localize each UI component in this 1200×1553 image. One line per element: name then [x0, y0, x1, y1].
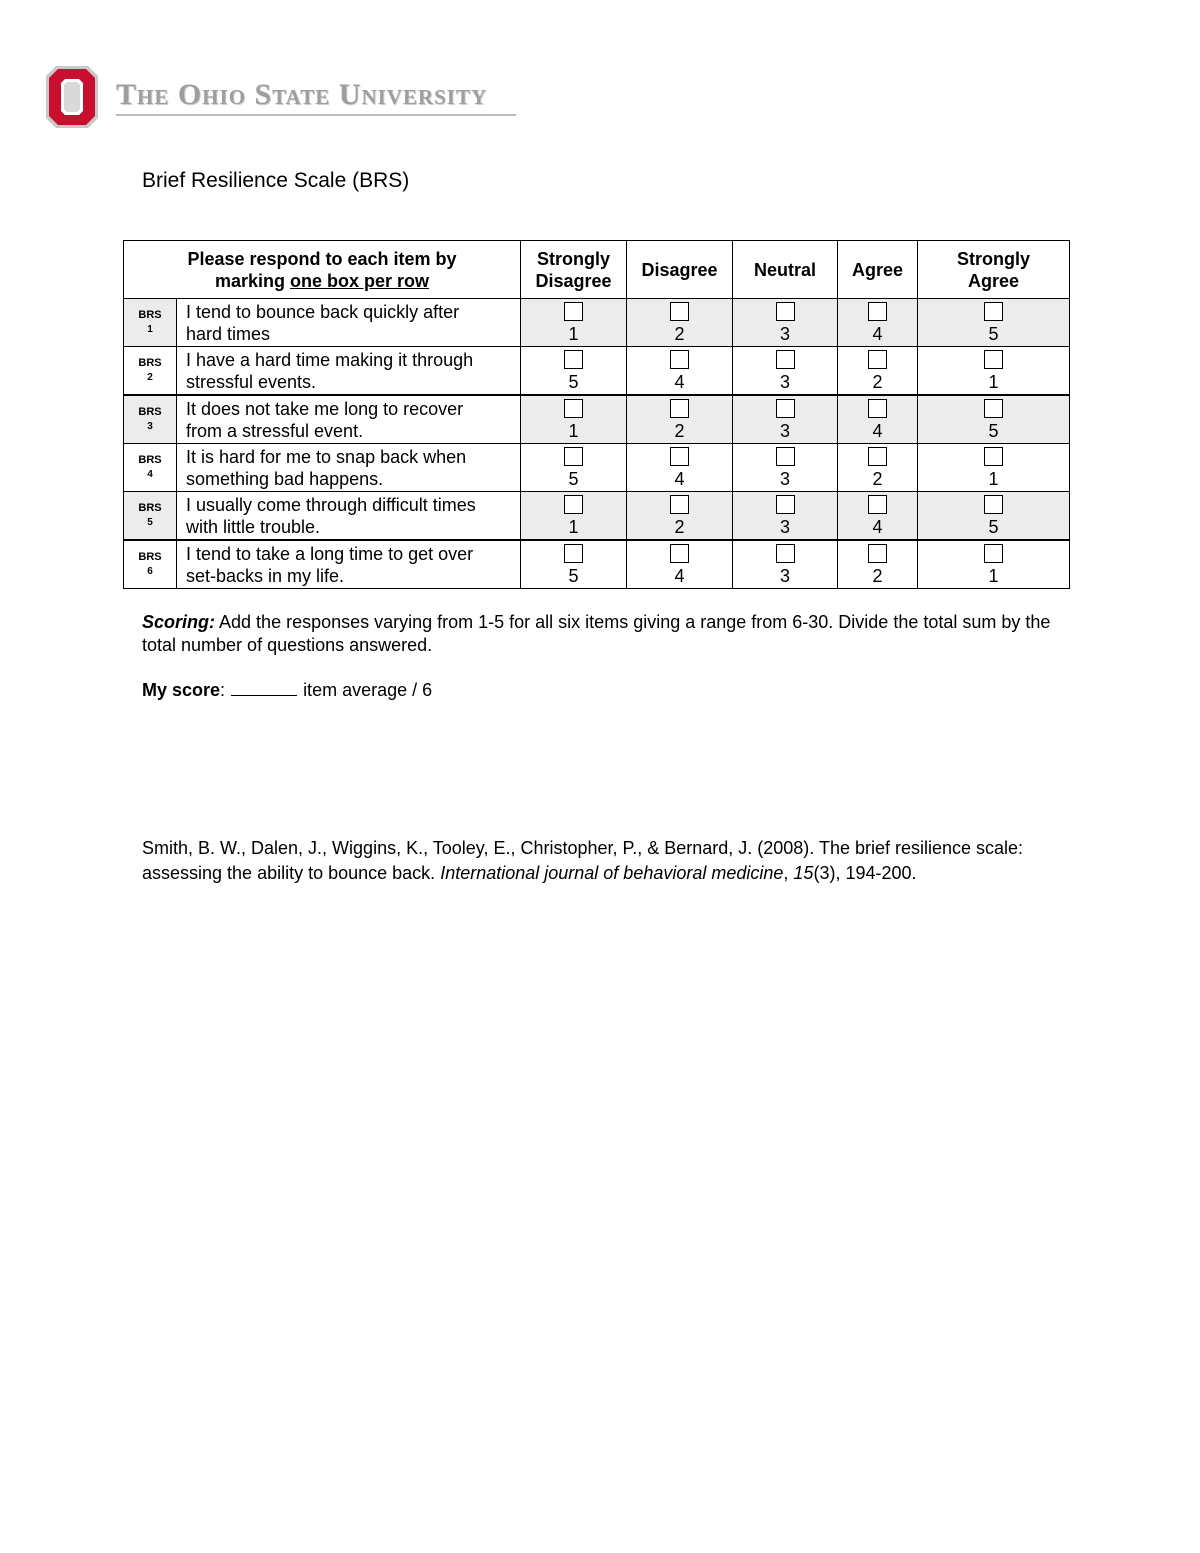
item-id-number: 4 — [147, 469, 153, 480]
response-checkbox[interactable] — [564, 302, 583, 321]
item-text-line: hard times — [186, 323, 271, 344]
response-checkbox[interactable] — [776, 447, 795, 466]
my-score-suffix: item average / 6 — [303, 680, 433, 700]
item-id-label: BRS — [138, 454, 162, 466]
page-title: Brief Resilience Scale (BRS) — [142, 169, 410, 192]
item-statement — [177, 347, 521, 396]
response-value: 4 — [674, 469, 685, 489]
response-cell — [627, 540, 733, 589]
response-checkbox[interactable] — [984, 350, 1003, 369]
response-cell — [918, 347, 1070, 396]
instruction-underlined: one box per row — [290, 270, 430, 291]
item-id-label: BRS — [138, 551, 162, 563]
response-cell — [733, 395, 838, 444]
response-checkbox[interactable] — [670, 495, 689, 514]
response-cell — [918, 492, 1070, 541]
table-row — [124, 540, 1070, 589]
response-value: 2 — [872, 469, 883, 489]
column-header-agree — [838, 241, 918, 299]
item-id-number: 3 — [147, 421, 153, 432]
column-header-strongly-disagree — [521, 241, 627, 299]
response-cell — [521, 347, 627, 396]
response-cell — [838, 395, 918, 444]
response-checkbox[interactable] — [776, 399, 795, 418]
scoring-text: Add the responses varying from 1-5 for all six items giving a range from 6-30. Divide the total sum by the total number of questions answered. — [142, 612, 1051, 655]
table-row — [124, 492, 1070, 541]
column-header-strongly-agree — [918, 241, 1070, 299]
item-statement — [177, 444, 521, 492]
item-text-line: something bad happens. — [186, 468, 384, 489]
item-text-line: I tend to bounce back quickly after — [186, 301, 460, 322]
response-checkbox[interactable] — [984, 495, 1003, 514]
response-checkbox[interactable] — [564, 495, 583, 514]
item-id-number: 1 — [147, 324, 153, 335]
response-checkbox[interactable] — [564, 399, 583, 418]
table-row — [124, 395, 1070, 444]
reference-citation — [142, 836, 1072, 886]
response-value: 5 — [568, 372, 579, 392]
response-checkbox[interactable] — [868, 350, 887, 369]
table-row — [124, 444, 1070, 492]
response-checkbox[interactable] — [868, 495, 887, 514]
my-score-blank-field[interactable] — [231, 679, 297, 696]
response-cell — [627, 492, 733, 541]
response-value: 5 — [988, 324, 999, 344]
instruction-line-1: Please respond to each item by — [187, 248, 457, 269]
my-score-colon: : — [220, 680, 226, 700]
brs-questionnaire-table — [123, 240, 1070, 589]
response-value: 3 — [780, 469, 791, 489]
response-checkbox[interactable] — [564, 350, 583, 369]
response-cell — [838, 492, 918, 541]
column-header-text: Disagree — [641, 259, 718, 280]
item-id — [124, 540, 177, 589]
response-checkbox[interactable] — [776, 350, 795, 369]
item-id-number: 5 — [147, 517, 153, 528]
university-name: The Ohio State University — [116, 78, 488, 111]
response-value: 3 — [780, 421, 791, 441]
response-value: 5 — [988, 517, 999, 537]
response-cell — [627, 299, 733, 347]
response-value: 4 — [872, 324, 883, 344]
citation-volume: 15 — [793, 863, 814, 883]
response-value: 1 — [568, 517, 579, 537]
response-cell — [627, 347, 733, 396]
response-value: 1 — [568, 324, 579, 344]
response-cell — [838, 347, 918, 396]
response-cell — [838, 540, 918, 589]
response-value: 1 — [988, 566, 999, 586]
column-header-text: Strongly — [957, 248, 1031, 269]
response-cell — [733, 347, 838, 396]
citation-issue-pages: (3), 194-200. — [813, 863, 917, 883]
item-statement — [177, 299, 521, 347]
response-value: 5 — [568, 469, 579, 489]
response-cell — [627, 444, 733, 492]
response-checkbox[interactable] — [670, 350, 689, 369]
response-cell — [733, 299, 838, 347]
response-value: 4 — [674, 372, 685, 392]
response-value: 3 — [780, 566, 791, 586]
table-header-row — [124, 241, 1070, 299]
response-checkbox[interactable] — [776, 302, 795, 321]
column-header-text: Agree — [852, 259, 904, 280]
item-statement — [177, 395, 521, 444]
response-checkbox[interactable] — [868, 302, 887, 321]
response-value: 2 — [674, 517, 685, 537]
item-text-line: It is hard for me to snap back when — [186, 446, 467, 467]
column-header-neutral — [733, 241, 838, 299]
my-score-line — [142, 679, 432, 701]
response-checkbox[interactable] — [984, 399, 1003, 418]
item-id — [124, 444, 177, 492]
response-cell — [918, 540, 1070, 589]
response-checkbox[interactable] — [984, 302, 1003, 321]
response-value: 1 — [568, 421, 579, 441]
item-id-label: BRS — [138, 502, 162, 514]
item-text-line: I have a hard time making it through — [186, 349, 474, 370]
item-text-line: It does not take me long to recover — [186, 398, 464, 419]
item-id — [124, 395, 177, 444]
response-cell — [521, 492, 627, 541]
citation-journal: International journal of behavioral medicine — [440, 863, 784, 883]
response-checkbox[interactable] — [868, 399, 887, 418]
response-value: 3 — [780, 517, 791, 537]
response-cell — [521, 444, 627, 492]
response-cell — [521, 395, 627, 444]
response-checkbox[interactable] — [564, 447, 583, 466]
response-checkbox[interactable] — [868, 447, 887, 466]
item-id-label: BRS — [138, 309, 162, 321]
response-value: 1 — [988, 372, 999, 392]
item-text-line: with little trouble. — [186, 516, 321, 537]
response-checkbox[interactable] — [670, 544, 689, 563]
item-text-line: from a stressful event. — [186, 420, 364, 441]
instruction-header — [124, 241, 521, 299]
item-text-line: set-backs in my life. — [186, 565, 345, 586]
item-id — [124, 347, 177, 396]
response-checkbox[interactable] — [670, 302, 689, 321]
response-cell — [521, 540, 627, 589]
table-row — [124, 347, 1070, 396]
response-checkbox[interactable] — [868, 544, 887, 563]
item-id-number: 6 — [147, 566, 153, 577]
item-id-label: BRS — [138, 406, 162, 418]
response-checkbox[interactable] — [776, 495, 795, 514]
response-cell — [733, 540, 838, 589]
response-checkbox[interactable] — [670, 399, 689, 418]
column-header-text: Strongly — [537, 248, 611, 269]
response-value: 5 — [568, 566, 579, 586]
item-id — [124, 299, 177, 347]
item-id — [124, 492, 177, 541]
block-o-logo-icon — [44, 64, 100, 130]
logo-divider — [116, 114, 516, 116]
response-cell — [733, 444, 838, 492]
response-cell — [733, 492, 838, 541]
response-cell — [627, 395, 733, 444]
citation-authors-title: Smith, B. W., Dalen, J., Wiggins, K., Tooley, E., Christopher, P., & Bernard, J. (2008). The brief resilience scale: assessing the ability to bounce back. — [142, 838, 1024, 883]
response-value: 3 — [780, 372, 791, 392]
citation-separator: , — [783, 863, 794, 883]
university-logo — [44, 64, 524, 134]
column-header-disagree — [627, 241, 733, 299]
response-cell — [838, 299, 918, 347]
response-value: 1 — [988, 469, 999, 489]
response-value: 2 — [674, 324, 685, 344]
item-statement — [177, 492, 521, 541]
response-checkbox[interactable] — [984, 447, 1003, 466]
response-cell — [918, 395, 1070, 444]
response-value: 4 — [872, 517, 883, 537]
response-cell — [838, 444, 918, 492]
my-score-label: My score — [142, 680, 221, 700]
response-value: 3 — [780, 324, 791, 344]
scoring-instructions — [142, 611, 1062, 657]
table-row — [124, 299, 1070, 347]
response-value: 2 — [674, 421, 685, 441]
item-id-number: 2 — [147, 372, 153, 383]
column-header-text: Disagree — [535, 270, 612, 291]
response-value: 5 — [988, 421, 999, 441]
column-header-text: Agree — [968, 270, 1020, 291]
column-header-text: Neutral — [754, 259, 817, 280]
response-cell — [521, 299, 627, 347]
response-value: 2 — [872, 566, 883, 586]
response-value: 4 — [674, 566, 685, 586]
response-checkbox[interactable] — [670, 447, 689, 466]
response-checkbox[interactable] — [564, 544, 583, 563]
response-cell — [918, 444, 1070, 492]
item-id-label: BRS — [138, 357, 162, 369]
item-text-line: I tend to take a long time to get over — [186, 543, 474, 564]
response-cell — [918, 299, 1070, 347]
response-value: 4 — [872, 421, 883, 441]
item-text-line: stressful events. — [186, 371, 317, 392]
item-text-line: I usually come through difficult times — [186, 494, 476, 515]
item-statement — [177, 540, 521, 589]
response-checkbox[interactable] — [984, 544, 1003, 563]
scoring-label: Scoring: — [142, 612, 216, 632]
instruction-line-2-prefix: marking — [214, 270, 290, 291]
response-value: 2 — [872, 372, 883, 392]
response-checkbox[interactable] — [776, 544, 795, 563]
